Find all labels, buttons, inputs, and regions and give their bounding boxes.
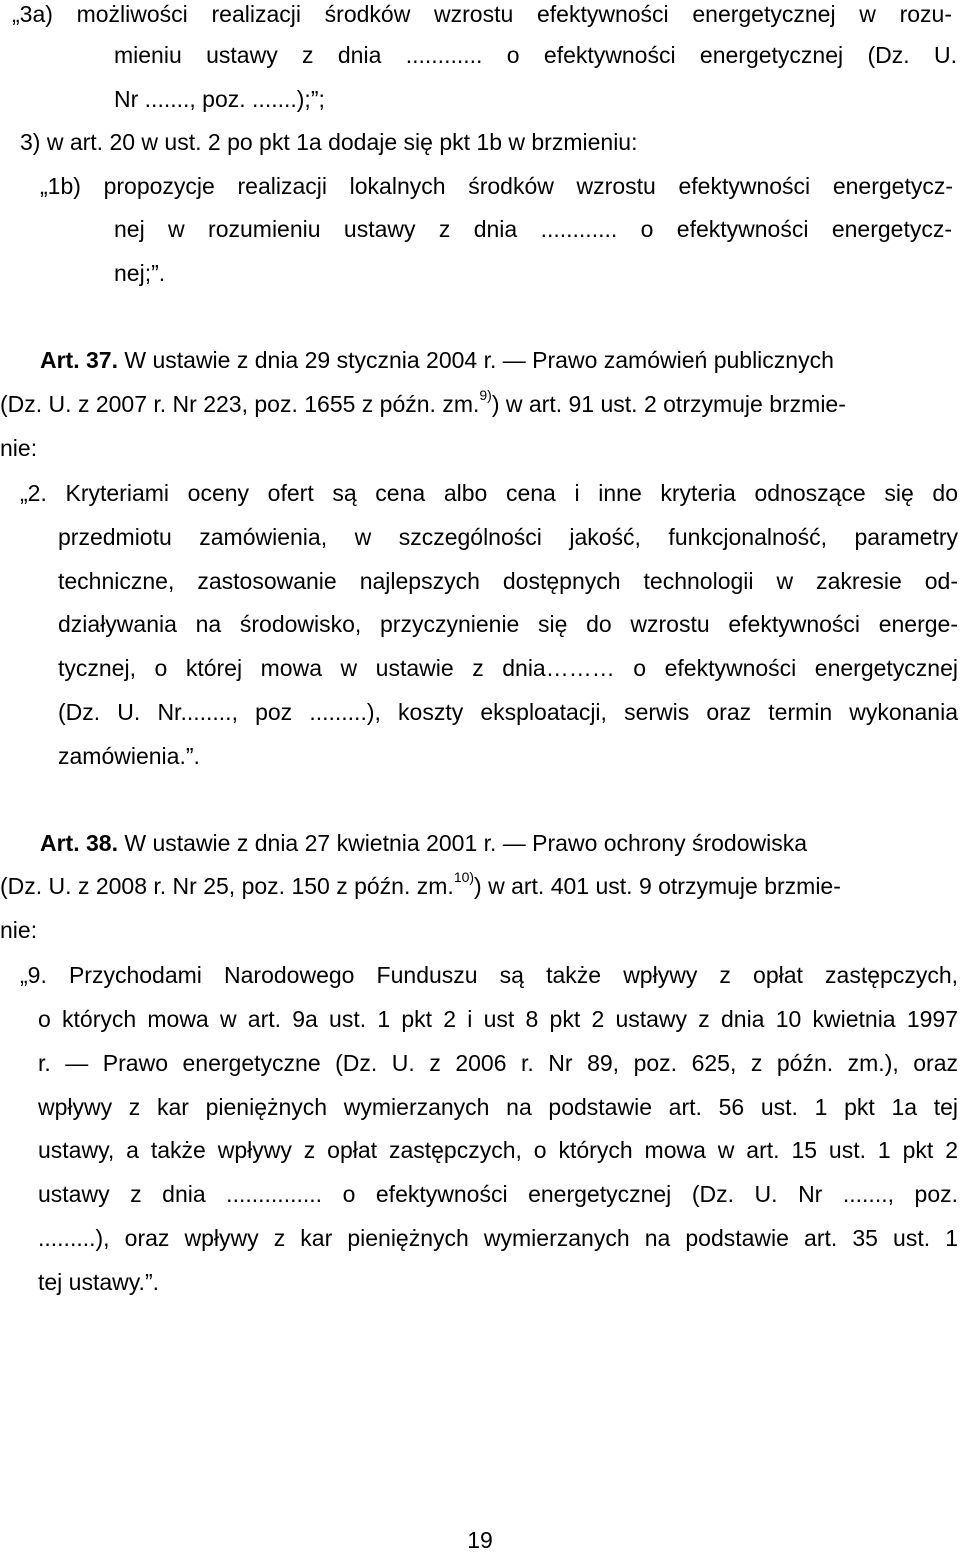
quote-line: r. — Prawo energetyczne (Dz. U. z 2006 r. Nr 89, poz. 625, z późn. zm.), oraz — [38, 1050, 958, 1076]
quote-line: działywania na środowisko, przyczynienie się do wzrostu efektywności energe- — [58, 611, 958, 637]
article-text: W ustawie z dnia 27 kwietnia 2001 r. — Prawo ochrony środowiska — [124, 830, 808, 856]
article-text: W ustawie z dnia 29 stycznia 2004 r. — Prawo zamówień publicznych — [124, 347, 834, 373]
quote-line: zamówienia.”. — [58, 743, 200, 769]
quote-line: tej ustawy.”. — [38, 1269, 159, 1295]
text-span: (Dz. U. z 2008 r. Nr 25, poz. 150 z późn. zm. — [0, 873, 454, 899]
text-line: „3a) możliwości realizacji środków wzrostu efektywności energetycznej w rozu- — [12, 1, 952, 27]
text-line: nie: — [0, 435, 38, 461]
quote-line: o których mowa w art. 9a ust. 1 pkt 2 i ust 8 pkt 2 ustawy z dnia 10 kwietnia 1997 — [38, 1006, 958, 1032]
quote-line: ustawy, a także wpływy z opłat zastępczych, o których mowa w art. 15 ust. 1 pkt 2 — [38, 1137, 958, 1163]
text-line: „1b) propozycje realizacji lokalnych środków wzrostu efektywności energetycz- — [40, 173, 953, 199]
quote-line: „9. Przychodami Narodowego Funduszu są także wpływy z opłat zastępczych, — [20, 962, 958, 988]
quote-line: (Dz. U. Nr........, poz .........), koszty eksploatacji, serwis oraz termin wykonania — [58, 699, 958, 725]
quote-line: przedmiotu zamówienia, w szczególności jakość, funkcjonalność, parametry — [58, 524, 958, 550]
article-label: Art. 37. — [40, 347, 118, 373]
text-span: ) w art. 91 ust. 2 otrzymuje brzmie- — [491, 391, 846, 417]
text-line: nej w rozumieniu ustawy z dnia ............ o efektywności energetycz- — [114, 216, 952, 242]
text-line: Nr ......., poz. .......);”; — [114, 86, 325, 112]
text-line — [0, 387, 846, 418]
text-line — [0, 869, 841, 900]
quote-line: wpływy z kar pieniężnych wymierzanych na podstawie art. 56 ust. 1 pkt 1a tej — [38, 1094, 958, 1120]
footnote-ref: 9) — [479, 387, 492, 404]
footnote-ref: 10) — [453, 869, 475, 886]
text-line: mieniu ustawy z dnia ............ o efektywności energetycznej (Dz. U. — [114, 42, 957, 68]
text-span: (Dz. U. z 2007 r. Nr 223, poz. 1655 z późn. zm. — [0, 391, 480, 417]
page-number: 19 — [467, 1527, 493, 1553]
article-heading-37 — [40, 346, 960, 374]
text-line: 3) w art. 20 w ust. 2 po pkt 1a dodaje się pkt 1b w brzmieniu: — [20, 129, 638, 155]
quote-line: „2. Kryteriami oceny ofert są cena albo cena i inne kryteria odnoszące się do — [20, 480, 958, 506]
text-line: nie: — [0, 917, 38, 943]
text-line: nej;”. — [114, 260, 166, 286]
text-span: ) w art. 401 ust. 9 otrzymuje brzmie- — [474, 873, 841, 899]
quote-line: techniczne, zastosowanie najlepszych dostępnych technologii w zakresie od- — [58, 568, 958, 594]
quote-line: .........), oraz wpływy z kar pieniężnych wymierzanych na podstawie art. 35 ust. 1 — [38, 1225, 958, 1251]
quote-line: tycznej, o której mowa w ustawie z dnia……… o efektywności energetycznej — [58, 655, 958, 681]
article-label: Art. 38. — [40, 830, 118, 856]
article-heading-38 — [40, 829, 960, 857]
quote-line: ustawy z dnia ............... o efektywności energetycznej (Dz. U. Nr ......., poz. — [38, 1181, 958, 1207]
